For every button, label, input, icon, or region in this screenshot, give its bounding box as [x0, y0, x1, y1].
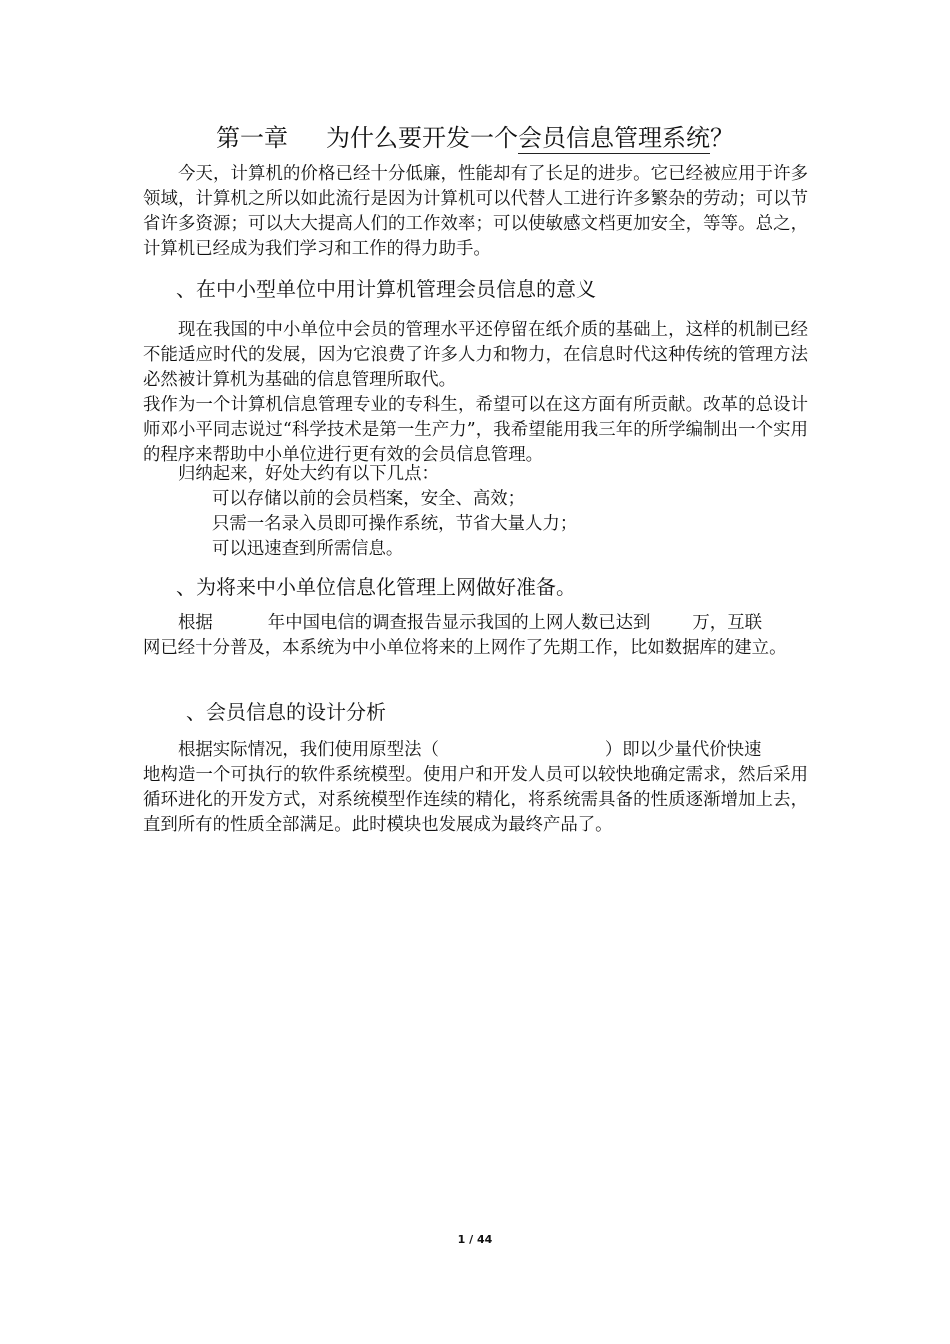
- section2-text-b: 年中国电信的调查报告显示我国的上网人数已达到: [267, 613, 651, 633]
- section3-line-1: [178, 738, 843, 763]
- title-underlined-text: 会员信息管理系统: [518, 124, 710, 152]
- section-heading-3: 、会员信息的设计分析: [186, 700, 386, 724]
- section2-text-a: 根据: [178, 613, 213, 633]
- page-number: 1 / 44: [457, 1233, 493, 1246]
- section3-paragraph-rest: 地构造一个可执行的软件系统模型。使用户和开发人员可以较快地确定需求，然后采用循环进化的开发方式，对系统模型作连续的精化，将系统需具备的性质逐渐增加上去，直到所有的性质全部满足。此时模块也发展成为最终产品了。: [143, 765, 808, 835]
- chapter-number: 第一章: [216, 124, 288, 152]
- list-item: 只需一名录入员即可操作系统，节省大量人力；: [212, 514, 578, 534]
- list-item: 可以存储以前的会员档案，安全、高效；: [212, 489, 526, 509]
- title-mark: ？: [710, 124, 734, 152]
- section2-line-1: [178, 611, 843, 636]
- section1-paragraph-1: 现在我国的中小单位中会员的管理水平还停留在纸介质的基础上，这样的机制已经不能适应时代的发展，因为它浪费了许多人力和物力，在信息时代这种传统的管理方法必然被计算机为基础的信息管理所取代。: [143, 320, 808, 390]
- list-item: 可以迅速查到所需信息。: [212, 539, 404, 559]
- section2-paragraph-rest: 网已经十分普及，本系统为中小单位将来的上网作了先期工作，比如数据库的建立。: [143, 638, 787, 658]
- summary-line: 归纳起来，好处大约有以下几点：: [178, 464, 439, 484]
- intro-paragraph: 今天，计算机的价格已经十分低廉，性能却有了长足的进步。它已经被应用于许多领域，计算机之所以如此流行是因为计算机可以代替人工进行许多繁杂的劳动；可以节省许多资源；可以大大提高人们的工作效率；可以使敏感文档更加安全，等等。总之，计算机已经成为我们学习和工作的得力助手。: [143, 164, 808, 259]
- title-text: 为什么要开发一个: [326, 124, 518, 152]
- section2-text-c: 万，互联: [692, 613, 762, 633]
- section3-text-a: 根据实际情况，我们使用原型法（: [178, 740, 439, 760]
- section-heading-2: 、为将来中小单位信息化管理上网做好准备。: [176, 575, 576, 599]
- section1-paragraph-2: 我作为一个计算机信息管理专业的专科生，希望可以在这方面有所贡献。改革的总设计师邓小平同志说过“科学技术是第一生产力”，我希望能用我三年的所学编制出一个实用的程序来帮助中小单位进行更有效的会员信息管理。: [143, 395, 808, 465]
- chapter-title: [0, 118, 950, 153]
- section-heading-1: 、在中小型单位中用计算机管理会员信息的意义: [176, 277, 596, 301]
- section3-text-b: ）即以少量代价快速: [604, 740, 762, 760]
